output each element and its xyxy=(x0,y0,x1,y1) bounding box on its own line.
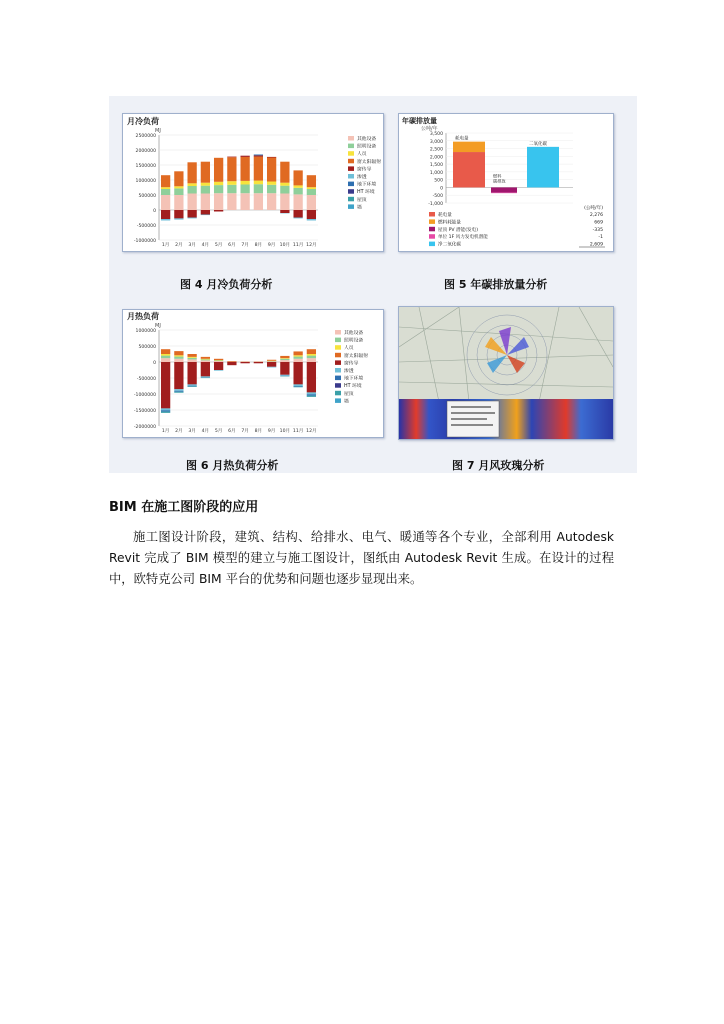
carbon-bar-label: 耗电量 xyxy=(455,136,469,142)
cooling-bar-segment xyxy=(254,157,263,181)
cooling-bar-segment xyxy=(280,210,289,213)
cooling-bar-segment xyxy=(293,185,302,187)
cooling-x-tick-label: 5月 xyxy=(214,243,223,248)
heating-bar-segment xyxy=(293,384,302,386)
cooling-bar-segment xyxy=(240,156,249,157)
heating-x-tick-label: 9月 xyxy=(267,429,276,434)
cooling-bar-segment xyxy=(227,157,236,158)
carbon-bar-net xyxy=(527,147,559,188)
heating-bar-segment xyxy=(307,394,316,395)
cooling-bar-segment xyxy=(240,193,249,210)
heating-legend-label: 人员 xyxy=(344,346,354,352)
heating-legend-label: 渗透 xyxy=(344,369,354,374)
heating-x-tick-label: 7月 xyxy=(241,429,249,434)
cooling-bar-segment xyxy=(293,210,302,218)
heating-bar-segment xyxy=(161,412,170,413)
heating-legend-label: HT 环境 xyxy=(344,384,362,390)
cooling-unit-label: MJ xyxy=(155,128,161,134)
cooling-y-tick-label: 1000000 xyxy=(135,179,156,184)
heating-bar-segment xyxy=(161,410,170,411)
carbon-legend-label: 屋顶 PV 潜能(发电) xyxy=(438,227,478,233)
cooling-bar-segment xyxy=(161,210,170,219)
cooling-bar-segment xyxy=(227,181,236,185)
heating-x-tick-label: 11月 xyxy=(292,429,304,434)
cooling-bar-segment xyxy=(240,185,249,194)
carbon-chart-title: 年碳排放量 xyxy=(402,117,437,125)
carbon-bar-wind xyxy=(491,193,517,194)
figure-7-caption: 图 7 月风玫瑰分析 xyxy=(452,459,545,472)
cooling-bar-segment xyxy=(307,195,316,210)
wind-rose-map-icon xyxy=(399,307,613,439)
heating-bar-segment xyxy=(201,357,210,359)
heating-bar-segment xyxy=(174,391,183,392)
heating-bar-segment xyxy=(214,362,223,370)
heating-bar-segment xyxy=(161,349,170,354)
heating-x-tick-label: 4月 xyxy=(201,429,210,434)
cooling-x-tick-label: 11月 xyxy=(292,243,304,248)
heating-legend-label: 地下环境 xyxy=(344,376,364,382)
cooling-bar-segment xyxy=(174,218,183,219)
cooling-bar-segment xyxy=(267,157,276,158)
cooling-legend-label: 照明设备 xyxy=(357,144,377,150)
heating-bar-segment xyxy=(307,349,316,354)
heating-legend-swatch xyxy=(335,345,341,350)
heating-bar-segment xyxy=(293,359,302,362)
heating-bar-segment xyxy=(187,358,196,360)
heating-legend-label: 窗太阳辐射 xyxy=(344,353,368,359)
carbon-legend-values-title: (公吨/年) xyxy=(584,206,603,211)
heating-bar-segment xyxy=(293,351,302,355)
cooling-bar-segment xyxy=(161,219,170,221)
heating-bar-segment xyxy=(174,355,183,356)
cooling-x-tick-label: 7月 xyxy=(241,243,249,248)
carbon-y-tick-label: 2,000 xyxy=(429,155,443,161)
carbon-y-tick-label: 2,500 xyxy=(429,147,443,153)
cooling-bar-segment xyxy=(254,155,263,156)
cooling-load-chart xyxy=(123,114,383,251)
cooling-bar-segment xyxy=(187,194,196,211)
heating-chart-title: 月热负荷 xyxy=(127,312,159,321)
cooling-legend-label: 窗太阳辐射 xyxy=(357,159,381,165)
heating-bar-segment xyxy=(201,362,210,376)
cooling-bar-segment xyxy=(267,193,276,210)
cooling-bar-segment xyxy=(280,186,289,194)
heating-bar-segment xyxy=(267,367,276,368)
cooling-legend-label: 地下环境 xyxy=(357,182,377,188)
carbon-y-tick-label: 3,500 xyxy=(429,132,443,137)
cooling-x-tick-label: 3月 xyxy=(188,243,196,248)
carbon-legend-label: 净二氧化碳 xyxy=(438,242,461,248)
carbon-unit-label: 公吨/年 xyxy=(421,126,438,132)
heating-bar-segment xyxy=(307,362,316,392)
cooling-legend-label: 人员 xyxy=(357,152,367,158)
cooling-bar-segment xyxy=(307,187,316,189)
cooling-legend-swatch xyxy=(348,159,354,164)
heating-bar-segment xyxy=(187,386,196,387)
cooling-y-tick-label: 2000000 xyxy=(135,149,156,154)
carbon-legend-swatch xyxy=(429,212,435,217)
heating-bar-segment xyxy=(214,370,223,371)
heating-bar-segment xyxy=(307,392,316,394)
heating-bar-segment xyxy=(174,389,183,391)
heating-bar-segment xyxy=(307,396,316,397)
cooling-bar-segment xyxy=(201,183,210,186)
heating-y-tick-label: 500000 xyxy=(138,345,156,350)
carbon-legend-swatch xyxy=(429,234,435,239)
cooling-legend-label: 其他设备 xyxy=(357,137,377,142)
cooling-bar-segment xyxy=(161,189,170,195)
carbon-legend-value: -335 xyxy=(592,227,603,233)
heating-bar-segment xyxy=(293,355,302,356)
carbon-bar-fuel xyxy=(453,142,485,152)
heating-bar-segment xyxy=(267,362,276,367)
heating-bar-segment xyxy=(227,361,236,362)
cooling-legend-label: HT 环境 xyxy=(357,190,375,196)
cooling-legend-swatch xyxy=(348,166,354,171)
cooling-bar-segment xyxy=(293,188,302,195)
heating-bar-segment xyxy=(161,408,170,410)
cooling-bar-segment xyxy=(227,193,236,210)
heating-legend-label: 照明设备 xyxy=(344,338,364,344)
cooling-legend-swatch xyxy=(348,151,354,156)
cooling-legend-swatch xyxy=(348,136,354,141)
cooling-bar-segment xyxy=(174,186,183,188)
carbon-legend-value: -1 xyxy=(598,235,603,241)
carbon-bar-label: 燃料 xyxy=(493,173,502,179)
heating-bar-segment xyxy=(214,359,223,360)
carbon-legend-label: 单位 1F 风力发电机潜能 xyxy=(438,235,488,241)
figure-5-caption: 图 5 年碳排放量分析 xyxy=(444,278,548,291)
heating-bar-segment xyxy=(201,359,210,360)
cooling-bar-segment xyxy=(214,193,223,210)
cooling-bar-segment xyxy=(240,157,249,181)
cooling-bar-segment xyxy=(201,162,210,183)
cooling-bar-segment xyxy=(267,158,276,182)
cooling-bar-segment xyxy=(240,181,249,185)
cooling-bar-segment xyxy=(214,210,223,212)
heating-bar-segment xyxy=(293,386,302,387)
cooling-bar-segment xyxy=(227,157,236,181)
heating-legend-swatch xyxy=(335,338,341,343)
heating-bar-segment xyxy=(267,361,276,362)
cooling-bar-segment xyxy=(307,219,316,221)
heating-y-tick-label: -1000000 xyxy=(133,393,156,398)
heating-x-tick-label: 5月 xyxy=(214,429,223,434)
cooling-bar-segment xyxy=(174,171,183,186)
cooling-bar-segment xyxy=(201,194,210,211)
heating-bar-segment xyxy=(174,351,183,355)
heating-legend-label: 其他设备 xyxy=(344,331,364,336)
carbon-legend-swatch xyxy=(429,242,435,247)
heating-bar-segment xyxy=(187,359,196,362)
cooling-bar-segment xyxy=(201,186,210,194)
cooling-legend-swatch xyxy=(348,204,354,209)
heating-y-tick-label: -500000 xyxy=(136,377,156,382)
heating-legend-swatch xyxy=(335,353,341,358)
heating-bar-segment xyxy=(174,357,183,359)
wind-rose-frame xyxy=(398,306,614,440)
heating-legend-swatch xyxy=(335,330,341,335)
cooling-legend-label: 渗透 xyxy=(357,175,367,180)
cooling-y-tick-label: -500000 xyxy=(136,224,156,229)
cooling-y-tick-label: -1000000 xyxy=(133,239,156,244)
carbon-y-tick-label: -1,000 xyxy=(428,202,443,207)
carbon-y-tick-label: 1,500 xyxy=(429,163,443,169)
heating-bar-segment xyxy=(280,362,289,375)
heating-y-tick-label: -2000000 xyxy=(133,425,156,430)
heating-x-tick-label: 2月 xyxy=(175,429,183,434)
cooling-bar-segment xyxy=(201,210,210,215)
carbon-bar-label: 二氧化碳 xyxy=(529,141,547,147)
heating-bar-segment xyxy=(307,358,316,362)
heating-bar-segment xyxy=(174,359,183,362)
heating-bar-segment xyxy=(293,362,302,384)
heating-bar-segment xyxy=(280,359,289,360)
cooling-bar-segment xyxy=(161,195,170,210)
heating-bar-segment xyxy=(187,384,196,385)
heating-legend-swatch xyxy=(335,383,341,388)
heating-bar-segment xyxy=(254,362,263,363)
cooling-y-tick-label: 2500000 xyxy=(135,134,156,139)
figure-4-caption: 图 4 月冷负荷分析 xyxy=(180,278,273,291)
carbon-legend-value: 669 xyxy=(594,220,603,226)
heating-x-tick-label: 3月 xyxy=(188,429,196,434)
heating-bar-segment xyxy=(187,354,196,357)
cooling-x-tick-label: 8月 xyxy=(254,243,263,248)
cooling-x-tick-label: 9月 xyxy=(267,243,276,248)
cooling-bar-segment xyxy=(254,193,263,210)
cooling-y-tick-label: 1500000 xyxy=(135,164,156,169)
section-paragraph: 施工图设计阶段，建筑、结构、给排水、电气、暖通等各个专业，全部利用 Autodesk Revit 完成了 BIM 模型的建立与施工图设计，图纸由 Autodesk Revit 生成。在设计的过程中，欧特克公司 BIM 平台的优势和问题也逐步显现出来。 xyxy=(109,530,614,586)
cooling-bar-segment xyxy=(307,189,316,195)
cooling-bar-segment xyxy=(174,195,183,210)
cooling-y-tick-label: 500000 xyxy=(138,194,156,199)
carbon-bar-label: 碳排放 xyxy=(493,178,506,184)
heating-legend-label: 屋顶 xyxy=(344,391,354,397)
cooling-legend-swatch xyxy=(348,189,354,194)
cooling-bar-segment xyxy=(187,186,196,194)
heating-bar-segment xyxy=(187,357,196,358)
cooling-bar-segment xyxy=(214,158,223,182)
carbon-legend-value: 2,609 xyxy=(589,242,603,248)
heating-bar-segment xyxy=(214,361,223,362)
heating-x-tick-label: 1月 xyxy=(161,429,170,434)
cooling-bar-segment xyxy=(293,194,302,210)
cooling-x-tick-label: 10月 xyxy=(279,243,291,248)
heating-legend-swatch xyxy=(335,368,341,373)
heating-bar-segment xyxy=(307,356,316,359)
heating-bar-segment xyxy=(187,386,196,387)
heating-y-tick-label: -1500000 xyxy=(133,409,156,414)
heating-bar-segment xyxy=(307,354,316,356)
heating-bar-segment xyxy=(161,362,170,408)
cooling-bar-segment xyxy=(267,182,276,185)
cooling-chart-frame xyxy=(122,113,384,252)
carbon-emission-chart xyxy=(399,114,613,251)
heating-bar-segment xyxy=(280,356,289,358)
heating-y-tick-label: 0 xyxy=(153,361,156,366)
cooling-x-tick-label: 6月 xyxy=(228,243,236,248)
heating-legend-swatch xyxy=(335,376,341,381)
cooling-bar-segment xyxy=(214,182,223,185)
heating-bar-segment xyxy=(280,358,289,359)
cooling-bar-segment xyxy=(293,218,302,219)
heating-bar-segment xyxy=(227,362,236,365)
cooling-bar-segment xyxy=(161,175,170,187)
heating-bar-segment xyxy=(201,360,210,362)
section-heading: BIM 在施工图阶段的应用 xyxy=(109,500,259,515)
heating-bar-segment xyxy=(280,375,289,376)
heating-bar-segment xyxy=(201,359,210,360)
heating-bar-segment xyxy=(267,360,276,361)
cooling-bar-segment xyxy=(187,218,196,219)
cooling-legend-label: 墙 xyxy=(357,205,362,211)
carbon-y-tick-label: 500 xyxy=(434,178,443,184)
heating-bar-segment xyxy=(240,362,249,363)
carbon-chart-frame xyxy=(398,113,614,252)
cooling-bar-segment xyxy=(187,162,196,183)
cooling-bar-segment xyxy=(293,170,302,185)
cooling-legend-swatch xyxy=(348,197,354,202)
heating-chart-frame xyxy=(122,309,384,438)
cooling-y-tick-label: 0 xyxy=(153,209,156,214)
heating-bar-segment xyxy=(293,357,302,359)
heating-x-tick-label: 10月 xyxy=(279,429,291,434)
heating-bar-segment xyxy=(280,360,289,362)
cooling-bar-segment xyxy=(254,184,263,193)
cooling-legend-swatch xyxy=(348,174,354,179)
carbon-y-tick-label: -500 xyxy=(432,194,443,200)
cooling-bar-segment xyxy=(174,188,183,195)
cooling-bar-segment xyxy=(280,183,289,186)
cooling-bar-segment xyxy=(307,175,316,187)
heating-legend-label: 窗传导 xyxy=(344,361,359,367)
cooling-x-tick-label: 1月 xyxy=(161,243,170,248)
heating-y-tick-label: 1000000 xyxy=(135,329,156,334)
heating-bar-segment xyxy=(174,392,183,393)
heating-legend-swatch xyxy=(335,360,341,365)
cooling-legend-label: 窗传导 xyxy=(357,167,372,173)
carbon-legend-swatch xyxy=(429,227,435,232)
cooling-bar-segment xyxy=(214,185,223,193)
heating-x-tick-label: 8月 xyxy=(254,429,263,434)
cooling-legend-swatch xyxy=(348,144,354,149)
carbon-bar-pv xyxy=(491,187,517,192)
cooling-x-tick-label: 12月 xyxy=(306,243,317,248)
carbon-y-tick-label: 3,000 xyxy=(429,139,443,145)
heating-bar-segment xyxy=(161,356,170,359)
cooling-bar-segment xyxy=(280,162,289,183)
carbon-bar-electricity xyxy=(453,152,485,187)
heating-bar-segment xyxy=(174,362,183,389)
cooling-legend-label: 屋顶 xyxy=(357,197,367,203)
heating-x-tick-label: 12月 xyxy=(306,429,317,434)
carbon-y-tick-label: 0 xyxy=(440,186,443,192)
heating-x-tick-label: 6月 xyxy=(228,429,236,434)
cooling-bar-segment xyxy=(201,215,210,216)
heating-bar-segment xyxy=(214,360,223,361)
cooling-bar-segment xyxy=(161,187,170,189)
heating-unit-label: MJ xyxy=(155,323,161,329)
cooling-chart-title: 月冷负荷 xyxy=(127,117,159,126)
cooling-bar-segment xyxy=(307,210,316,219)
carbon-legend-swatch xyxy=(429,219,435,224)
heating-bar-segment xyxy=(201,376,210,377)
cooling-x-tick-label: 4月 xyxy=(201,243,210,248)
heating-bar-segment xyxy=(161,354,170,356)
heating-legend-label: 墙 xyxy=(344,399,349,405)
heating-bar-segment xyxy=(187,362,196,384)
cooling-bar-segment xyxy=(174,210,183,218)
heating-legend-swatch xyxy=(335,391,341,396)
cooling-bar-segment xyxy=(254,155,263,156)
heating-bar-segment xyxy=(293,387,302,388)
carbon-y-tick-label: 1,000 xyxy=(429,170,443,176)
cooling-bar-segment xyxy=(187,183,196,186)
heating-bar-segment xyxy=(161,358,170,362)
carbon-legend-value: 2,276 xyxy=(589,213,603,218)
heating-load-chart xyxy=(123,310,383,437)
cooling-bar-segment xyxy=(267,185,276,193)
carbon-legend-label: 燃料耗能量 xyxy=(438,220,461,226)
cooling-bar-segment xyxy=(254,181,263,185)
cooling-bar-segment xyxy=(280,194,289,211)
cooling-bar-segment xyxy=(187,210,196,218)
cooling-legend-swatch xyxy=(348,182,354,187)
figure-6-caption: 图 6 月热负荷分析 xyxy=(186,459,279,472)
carbon-legend-label: 耗电量 xyxy=(438,213,452,218)
cooling-bar-segment xyxy=(227,185,236,193)
cooling-x-tick-label: 2月 xyxy=(175,243,183,248)
heating-legend-swatch xyxy=(335,398,341,403)
